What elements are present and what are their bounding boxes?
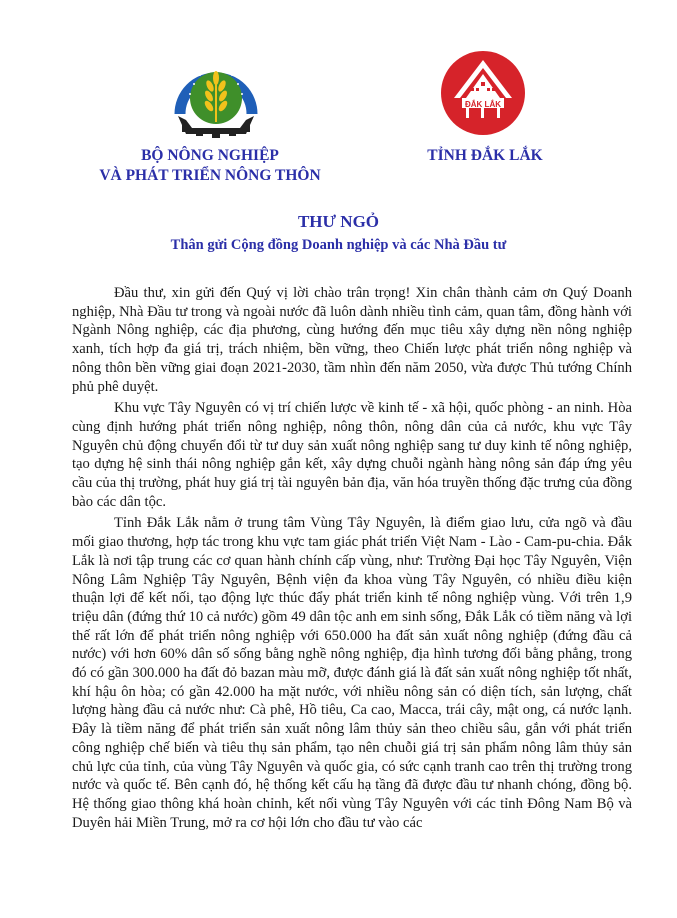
ministry-name-line1: BỘ NÔNG NGHIỆP xyxy=(141,147,279,164)
daklak-logo-text: ĐẮK LẮK xyxy=(465,100,501,109)
ministry-name xyxy=(60,146,360,186)
ministry-name-line2: VÀ PHÁT TRIỂN NÔNG THÔN xyxy=(99,167,321,184)
paragraph-2: Khu vực Tây Nguyên có vị trí chiến lược về kinh tế - xã hội, quốc phòng - an ninh. Hòa cùng định hướng phát triển nông nghiệp, nông thôn, nông dân của cả nước, khu vực Tây Nguyên chủ động chuyển đổi từ tư duy sản xuất nông nghiệp sang tư duy kinh tế nông nghiệp, tạo dựng hệ sinh thái nông nghiệp gắn kết, xây dựng chuỗi ngành hàng nông sản đáp ứng yêu cầu của thị trường, phát huy giá trị tài nguyên bản địa, văn hóa truyền thống đặc trưng của đồng bào các dân tộc. xyxy=(72,400,632,510)
letter-body xyxy=(72,284,632,835)
province-name: TỈNH ĐẮK LẮK xyxy=(427,147,543,164)
letter-subtitle: Thân gửi Cộng đồng Doanh nghiệp và các Nhà Đầu tư xyxy=(170,237,507,253)
daklak-logo xyxy=(440,50,526,136)
letter-title: THƯ NGỎ xyxy=(297,212,380,231)
ministry-logo xyxy=(160,54,272,144)
paragraph-3: Tỉnh Đắk Lắk nằm ở trung tâm Vùng Tây Nguyên, là điểm giao lưu, cửa ngõ và đầu mối giao thương, hợp tác trong khu vực tam giác phát triển Việt Nam - Lào - Cam-pu-chia. Đắk Lắk là nơi tập trung các cơ quan hành chính cấp vùng, như: Trường Đại học Tây Nguyên, Viện Nông Lâm Nghiệp Tây Nguyên, Bệnh viện đa khoa vùng Tây Nguyên, có nhiều điều kiện thuận lợi để kết nối, tạo động lực thúc đẩy phát triển kinh tế nông nghiệp vùng. Với trên 1,9 triệu dân (đứng thứ 10 cả nước) gồm 49 dân tộc anh em sinh sống, Đắk Lắk có tiềm năng và lợi thế rất lớn để phát triển nông nghiệp với 650.000 ha đất sản xuất nông nghiệp (đứng đầu cả nước) với hơn 60% dân số sống bằng nghề nông nghiệp, địa hình tương đối bằng phẳng, trong đó có gần 300.000 ha đất đỏ bazan màu mỡ, được đánh giá là đất sản xuất nông nghiệp tốt nhất, khí hậu ôn hòa; có gần 42.000 ha mặt nước, với nhiều nông sản có diện tích, sản lượng, chất lượng hàng đầu cả nước như: Cà phê, Hồ tiêu, Ca cao, Macca, trái cây, mật ong, cá nước lạnh. Đây là tiềm năng để phát triển sản xuất nông lâm thủy sản theo chiều sâu, gắn với phát triển công nghiệp chế biến và tiêu thụ sản phẩm, tạo nên chuỗi giá trị sản phẩm nông lâm thủy sản chủ lực của tỉnh, của vùng Tây Nguyên và quốc gia, có sức cạnh tranh cao trên thị trường trong nước và quốc tế. Bên cạnh đó, hệ thống kết cấu hạ tầng đã được đầu tư nhanh chóng, đồng bộ. Hệ thống giao thông khá hoàn chỉnh, kết nối vùng Tây Nguyên với các tỉnh Đông Nam Bộ và Duyên hải Miền Trung, mở ra cơ hội lớn cho đầu tư vào các xyxy=(72,515,632,831)
paragraph-1: Đầu thư, xin gửi đến Quý vị lời chào trân trọng! Xin chân thành cảm ơn Quý Doanh nghiệp, Nhà Đầu tư trong và ngoài nước đã luôn dành nhiều tình cảm, quan tâm, đồng hành với Ngành Nông nghiệp, các địa phương, cùng hướng đến mục tiêu xây dựng nền nông nghiệp xanh, tích hợp đa giá trị, trách nhiệm, bền vững, theo Chiến lược phát triển nông nghiệp và nông thôn bền vững giai đoạn 2021-2030, tầm nhìn đến năm 2050, vừa được Thủ tướng Chính phủ phê duyệt. xyxy=(72,285,632,395)
